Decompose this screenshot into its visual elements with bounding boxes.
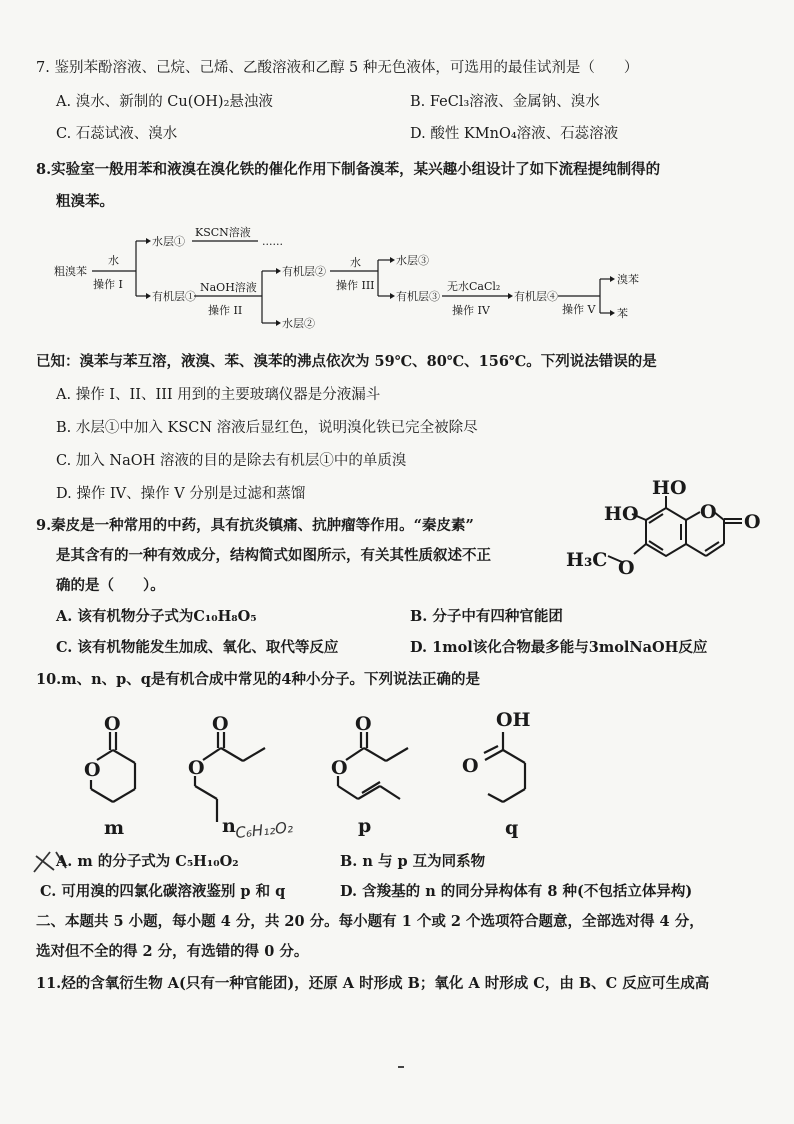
q8-option-d: D. 操作 IV、操作 V 分别是过滤和蒸馏 [56, 486, 306, 502]
flow-aq2: 水层② [282, 317, 315, 330]
q10-option-a: A. m 的分子式为 C₅H₁₀O₂ [56, 853, 239, 870]
flow-cacl2: 无水CaCl₂ [447, 280, 501, 293]
q7-stem: 7. 鉴别苯酚溶液、己烷、己烯、乙酸溶液和乙醇 5 种无色液体，可选用的最佳试剂是（ ） [36, 60, 639, 76]
q8-option-a: A. 操作 I、II、III 用到的主要玻璃仪器是分液漏斗 [56, 387, 381, 403]
q9-option-c: C. 该有机物能发生加成、氧化、取代等反应 [56, 639, 339, 656]
q8-stem-line2: 粗溴苯。 [56, 193, 114, 210]
n-atom-o-carbonyl: O [212, 713, 229, 735]
q9-option-a: A. 该有机物分子式为C₁₀H₈O₅ [56, 608, 257, 625]
flow-start: 粗溴苯 [54, 265, 87, 278]
q11-stem: 11.烃的含氧衍生物 A(只有一种官能团)，还原 A 时形成 B；氧化 A 时形成 C，由 B、C 反应可生成高 [36, 975, 710, 992]
flow-aq3: 水层③ [396, 254, 429, 267]
q9-line1: 9.秦皮是一种常用的中药，具有抗炎镇痛、抗肿瘤等作用。“秦皮素” [36, 517, 474, 534]
q8-known: 已知：溴苯与苯互溶，液溴、苯、溴苯的沸点依次为 59℃、80℃、156℃。下列说法错误的是 [36, 353, 657, 370]
flow-aq1: 水层① [152, 235, 185, 248]
label-n: n [222, 815, 236, 837]
flow-kscn: KSCN溶液 [195, 226, 251, 239]
handwritten-formula: C₆H₁₂O₂ [234, 818, 294, 842]
label-p: p [358, 815, 372, 837]
flow-water-2: 水 [350, 256, 361, 269]
m-atom-o-ring: O [84, 759, 101, 781]
flow-op4: 操作 IV [452, 304, 490, 317]
flow-op3: 操作 III [336, 279, 375, 292]
q9-atom-ho-left: HO [604, 503, 639, 525]
q8-option-b: B. 水层①中加入 KSCN 溶液后显红色，说明溴化铁已完全被除尽 [56, 420, 478, 436]
q9-atom-ho-top: HO [652, 477, 687, 499]
flow-op5: 操作 V [562, 303, 596, 316]
q9-atom-o-carbonyl: O [744, 511, 761, 533]
flow-dots: ...... [262, 235, 283, 248]
flow-org1: 有机层① [152, 290, 196, 303]
q9-line3: 确的是（ ）。 [56, 577, 165, 594]
q8-flow-diagram [0, 226, 794, 346]
q9-option-d: D. 1mol该化合物最多能与3molNaOH反应 [410, 639, 708, 656]
flow-water-1: 水 [108, 254, 119, 267]
q7-option-c: C. 石蕊试液、溴水 [56, 126, 178, 142]
section2-line2: 选对但不全的得 2 分，有选错的得 0 分。 [36, 943, 309, 960]
q10-option-b: B. n 与 p 互为同系物 [340, 853, 486, 870]
q7-option-b: B. FeCl₃溶液、金属钠、溴水 [410, 94, 600, 110]
q9-line2: 是其含有的一种有效成分，结构简式如图所示，有关其性质叙述不正 [56, 547, 491, 564]
flow-org3: 有机层③ [396, 290, 440, 303]
flow-product-2: 苯 [617, 307, 628, 320]
p-atom-o-carbonyl: O [355, 713, 372, 735]
flow-op1: 操作 I [93, 278, 123, 291]
page-mark [398, 1066, 404, 1068]
q10-option-d: D. 含羧基的 n 的同分异构体有 8 种(不包括立体异构) [340, 883, 693, 900]
q7-option-a: A. 溴水、新制的 Cu(OH)₂悬浊液 [56, 94, 273, 110]
section2-line1: 二、本题共 5 小题，每小题 4 分，共 20 分。每小题有 1 个或 2 个选项符合题意，全部选对得 4 分， [36, 913, 704, 930]
q-atom-oh: OH [496, 709, 531, 731]
label-m: m [104, 817, 125, 839]
label-q: q [505, 817, 519, 839]
q9-atom-ch3: H₃C [566, 549, 608, 571]
flow-op2: 操作 II [208, 304, 243, 317]
flow-org2: 有机层② [282, 265, 326, 278]
q10-stem: 10.m、n、p、q是有机合成中常见的4种小分子。下列说法正确的是 [36, 671, 480, 688]
m-atom-o-carbonyl: O [104, 713, 121, 735]
q-atom-o: O [462, 755, 479, 777]
flow-org4: 有机层④ [514, 290, 558, 303]
q7-option-d: D. 酸性 KMnO₄溶液、石蕊溶液 [410, 126, 619, 142]
n-atom-o-ester: O [188, 757, 205, 779]
q10-option-c: C. 可用溴的四氯化碳溶液鉴别 p 和 q [40, 883, 286, 900]
q8-stem-line1: 8.实验室一般用苯和液溴在溴化铁的催化作用下制备溴苯，某兴趣小组设计了如下流程提纯制得的 [36, 161, 661, 178]
q10-structures [0, 700, 794, 850]
q9-atom-o-ring: O [700, 501, 717, 523]
flow-product-1: 溴苯 [617, 273, 639, 286]
flow-naoh: NaOH溶液 [200, 281, 257, 294]
p-atom-o-ester: O [331, 757, 348, 779]
q9-option-b: B. 分子中有四种官能团 [410, 608, 563, 625]
q9-atom-o-ether: O [618, 557, 635, 579]
q9-structure [566, 476, 776, 586]
q8-option-c: C. 加入 NaOH 溶液的目的是除去有机层①中的单质溴 [56, 453, 407, 469]
